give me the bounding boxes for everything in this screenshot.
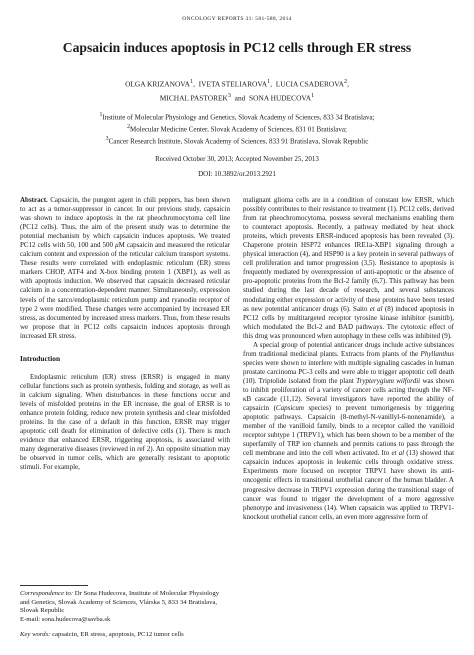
- section-heading-introduction: Introduction: [20, 353, 61, 363]
- affiliation-sup: 2: [127, 124, 131, 130]
- affiliation: [0, 124, 474, 133]
- et-al: et al: [391, 449, 405, 458]
- body-paragraph: [243, 341, 454, 522]
- affiliation-text: Cancer Research Institute, Slovak Academy of Sciences, 833 91 Bratislava, Slovak Republic: [108, 137, 369, 146]
- affiliation-text: Institute of Molecular Physiology and Genetics, Slovak Academy of Sciences, 833 34 Bratislava;: [102, 113, 375, 122]
- author-affil-sup: 1: [267, 79, 271, 85]
- affiliation-text: Molecular Medicine Center, Slovak Academy of Sciences, 831 01 Bratislava;: [130, 125, 347, 134]
- correspondence-footnote: [20, 590, 230, 624]
- correspondence-email: E-mail: sona.hudecova@savba.sk: [20, 615, 111, 623]
- running-header: ONCOLOGY REPORTS 31: 581-588, 2014: [182, 16, 292, 22]
- author-affil-sup: 3: [227, 93, 231, 99]
- author-affil-sup: 2: [343, 79, 348, 85]
- author-name: IVETA STELIAROVA: [198, 79, 268, 89]
- abstract-label: Abstract.: [20, 196, 48, 204]
- body-text: (8) induced apoptosis in PC12 cells by multitargeted receptor tyrosine kinase inhibitor (sunitib), which modulated the Bcl-2 and BAD pathways. The cytotoxic effect of this drug was pronounced when autophagy in these cells was inhibited (9).: [243, 304, 454, 340]
- introduction-paragraph: Endoplasmic reticulum (ER) stress (ERSR) is engaged in many cellular functions such as protein synthesis, folding and storage, as well as in calcium signaling. When disturbances in these functions occur and levels of misfolded proteins in the ER increase, the goal of ERSR is to enhance protein folding, reduce new protein synthesis and clear misfolded proteins. In the case of a default in this function, ERSR may trigger apoptotic cell death for elimination of defective cells (1). There is much evidence that enhanced ERSR, triggering apoptosis, is associated with many degenerative diseases (reviewed in ref 2). An opposite situation may be observed in tumor cells, which are generally resistant to apoptotic stimuli. For example,: [20, 372, 230, 472]
- species-name: Trypterygium wilfordii: [356, 376, 421, 385]
- affiliation: [0, 112, 474, 121]
- author-line-1: OLGA KRIZANOVA$^1$, IVETA STELIAROVA$^1$, LUCIA CSADEROVA$^2$,: [125, 79, 349, 89]
- keywords-label: Key words:: [20, 631, 51, 638]
- body-text: malignant glioma cells are in a condition of constant low ERSR, which possibly contributes to their resistance to treatment (1). PC12 cells, derived from rat pheochromocytoma, possess several mechanisms enabling them to counteract apoptosis. Recently, a pathway mediated by heat shock proteins, which prevents ERSR-induced apoptosis has been revealed (3). Chaperone protein HSP72 enhances IRE1a-XBP1 signaling through a physical interaction (4), and HSP90 is a key protein in several pathways of cell proliferation and tumor progression (3,5). Resistance to apoptosis is frequently mediated by overexpression of anti-apoptotic or the absence of pro-apoptotic proteins from the Bcl-2 family (6,7). This pathway has been studied during the last decade of research, and several substances modulating either expression or activity of these proteins have been tested as new potential anticancer drugs (6). Saito: [243, 196, 454, 313]
- author-name: LUCIA CSADEROVA: [275, 79, 344, 89]
- author-name: OLGA KRIZANOVA: [125, 79, 191, 89]
- affiliation-sup: 1: [99, 112, 103, 118]
- received-accepted-dates: Received October 30, 2013; Accepted November 25, 2013: [155, 155, 319, 163]
- left-column: [20, 196, 230, 472]
- affiliation-sup: 3: [105, 136, 109, 142]
- body-text: A special group of potential anticancer drugs include active substances from traditional medicinal plants. Extracts from plants of the: [243, 340, 454, 358]
- article-title: Capsaicin induces apoptosis in PC12 cells through ER stress: [62, 40, 412, 55]
- author-line-2: [0, 93, 474, 102]
- mu-symbol: μ: [115, 241, 119, 250]
- author-affil-sup: 1: [190, 79, 194, 85]
- et-al: et al: [369, 304, 383, 313]
- keywords: [20, 631, 230, 640]
- author-affil-sup: 1: [311, 93, 315, 99]
- abstract: [20, 196, 230, 341]
- abstract-text: Capsaicin, the pungent agent in chili peppers, has been shown to act as a tumor-suppressor in cancer. In our previous study, capsaicin was shown to induce apoptosis in the rat pheochromocytoma cell line (PC12 cells). Thus, the aim of the present study was to determine the potential mechanism by which capsaicin induces apoptosis. We treated PC12 cells with 50, 100 and 500: [20, 196, 230, 250]
- right-column: [243, 196, 454, 522]
- body-text: species were shown to interfere with multiple signaling cascades in human prostate carcinoma PC-3 cells and were able to trigger apoptotic cell death (10). Triptolide isolated from the plant: [243, 358, 454, 385]
- body-text: species) to prevent tumorigenesis by triggering apoptotic pathways. Capsaicin (8-methyl-N-vanillyl-6-nonenamide), a member of the vanilloid family, binds to a receptor called the vanilloid receptor subtype 1 (TRPV1), which has been shown to be a member of the superfamily of TRP ion channels and permits cations to pass through the cell membrane and into the cell when activated. Ito: [243, 404, 455, 458]
- species-name: Capsicum: [275, 404, 304, 413]
- body-text: was shown to inhibit proliferation of a variety of cancer cells acting through the NF-κB cascade (11,12). Several investigators have reported the ability of capsaicin (: [243, 376, 455, 413]
- doi: DOI: 10.3892/or.2013.2921: [198, 170, 276, 178]
- author-conjunction: and: [234, 93, 246, 103]
- body-text: (13) showed that capsaicin induces apoptosis in leukemic cells through oxidative stress. Experiments more focused on receptor TRPV1 have shown its anti-oncogenic effects in transitional urothelial cancer of the human bladder. A progressive decrease in TRPV1 expression during the transitional stage of cancer was found to trigger the development of a more aggressive phenotype and invasiveness (14). When capsaicin was applied to TRPV1-knockout urothelial cancer cells, an even more aggressive form of: [243, 449, 455, 521]
- keywords-text: capsaicin, ER stress, apoptosis, PC12 tumor cells: [50, 631, 184, 638]
- author-name: MICHAL PASTOREK: [159, 93, 228, 103]
- species-name: Phyllanthus: [420, 349, 454, 358]
- author-name: SONA HUDECOVA: [249, 93, 312, 103]
- correspondence-label: Correspondence to:: [20, 590, 74, 597]
- body-paragraph: [243, 196, 454, 341]
- affiliation: [0, 136, 474, 145]
- footnote-divider: [20, 585, 88, 586]
- correspondence-text: Dr Sona Hudecova, Institute of Molecular Physiology and Genetics, Slovak Academy of Sciences, Vlárska 5, 833 34 Bratislava, Slovak Republic: [20, 590, 220, 615]
- abstract-text: M capsaicin and measured the reticular calcium content and expression of the reticular calcium transport systems. These results were correlated with endoplasmic reticulum (ER) stress markers CHOP, ATF4 and X-box binding protein 1 (XBP1), as well as with apoptosis induction. We observed that capsaicin decreased reticular calcium in a concentration-dependent manner. Simultaneously, expression levels of the sarco/endoplasmic reticulum pump and ryanodin receptor of type 2 were modified. These changes were accompanied by increased ER stress, as documented by increased stress markers. Thus, from these results we propose that in PC12 cells capsaicin induces apoptosis through increased ER stress.: [20, 241, 231, 340]
